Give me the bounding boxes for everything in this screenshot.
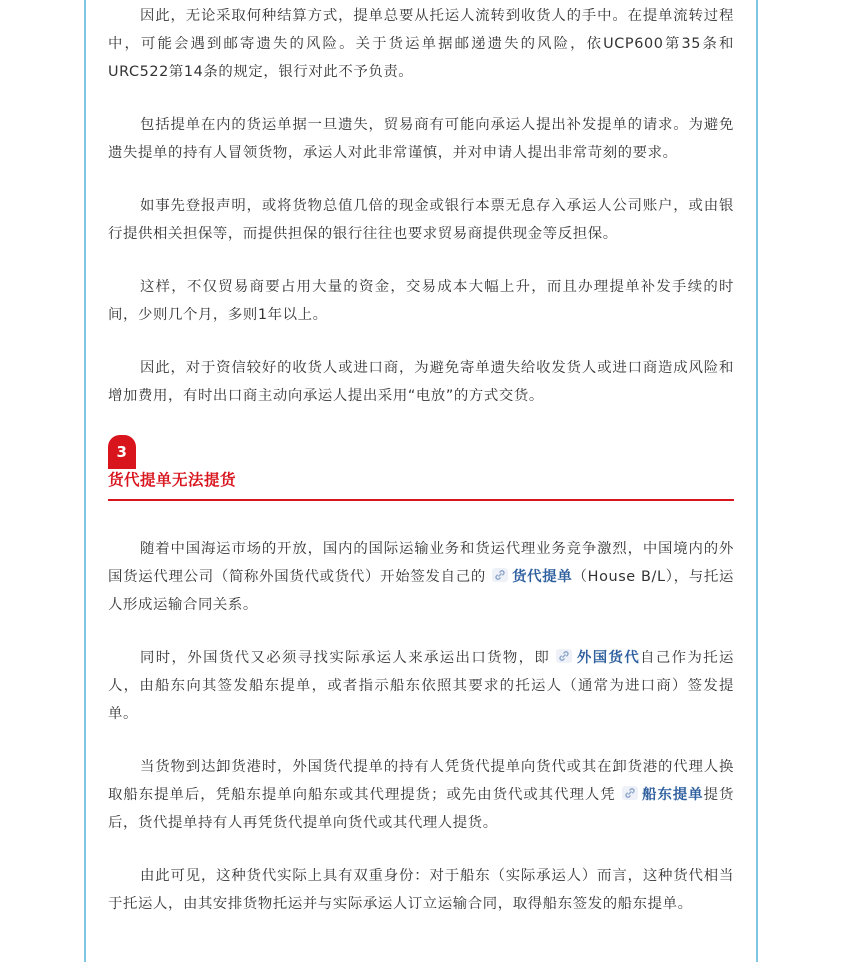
paragraph-8 (108, 753, 734, 837)
paragraph-7 (108, 644, 734, 728)
section-title: 货代提单无法提货 (108, 469, 734, 501)
paragraph-3: 如事先登报声明，或将货物总值几倍的现金或银行本票无息存入承运人公司账户，或由银行提供相关担保等，而提供担保的银行往往也要求贸易商提供现金等反担保。 (108, 198, 734, 242)
paragraph-7-text-after: 自己作为托运人，由船东向其签发船东提单，或者指示船东依照其要求的托运人（通常为进口商）签发提单。 (108, 650, 735, 722)
article-body (108, 0, 734, 943)
link-forwarder-bl[interactable]: 货代提单 (511, 569, 573, 585)
link-icon (622, 786, 638, 800)
paragraph-8-text-after: 提货后，货代提单持有人再凭货代提单向货代或其代理人提货。 (108, 787, 735, 831)
paragraph-5: 因此，对于资信较好的收货人或进口商，为避免寄单遗失给收发货人或进口商造成风险和增加费用，有时出口商主动向承运人提出采用“电放”的方式交货。 (108, 360, 734, 404)
paragraph-6 (108, 535, 734, 619)
section-header (108, 435, 734, 501)
paragraph-6-text-after: （House B/L），与托运人形成运输合同关系。 (108, 569, 734, 613)
paragraph-8-text-before: 当货物到达卸货港时，外国货代提单的持有人凭货代提单向货代或其在卸货港的代理人换取船东提单后，凭船东提单向船东或其代理提货；或先由货代或其代理人凭 (108, 759, 734, 803)
paragraph-6-text-before: 随着中国海运市场的开放，国内的国际运输业务和货运代理业务竞争激烈，中国境内的外国货运代理公司（简称外国货代或货代）开始签发自己的 (108, 541, 734, 585)
link-icon (492, 568, 508, 582)
paragraph-2: 包括提单在内的货运单据一旦遗失，贸易商有可能向承运人提出补发提单的请求。为避免遗失提单的持有人冒领货物，承运人对此非常谨慎，并对申请人提出非常苛刻的要求。 (108, 117, 734, 161)
link-icon (556, 649, 572, 663)
section-number-badge: 3 (108, 435, 136, 469)
link-master-bl[interactable]: 船东提单 (641, 787, 704, 803)
paragraph-4: 这样，不仅贸易商要占用大量的资金，交易成本大幅上升，而且办理提单补发手续的时间，少则几个月，多则1年以上。 (108, 279, 734, 323)
paragraph-7-text-before: 同时，外国货代又必须寻找实际承运人来承运出口货物，即 (140, 650, 551, 666)
paragraph-1: 因此，无论采取何种结算方式，提单总要从托运人流转到收货人的手中。在提单流转过程中，可能会遇到邮寄遗失的风险。关于货运单据邮递遗失的风险，依UCP600第35条和URC522第14条的规定，银行对此不予负责。 (108, 8, 734, 80)
paragraph-9: 由此可见，这种货代实际上具有双重身份：对于船东（实际承运人）而言，这种货代相当于托运人，由其安排货物托运并与实际承运人订立运输合同，取得船东签发的船东提单。 (108, 868, 734, 912)
link-foreign-forwarder[interactable]: 外国货代 (576, 650, 641, 666)
